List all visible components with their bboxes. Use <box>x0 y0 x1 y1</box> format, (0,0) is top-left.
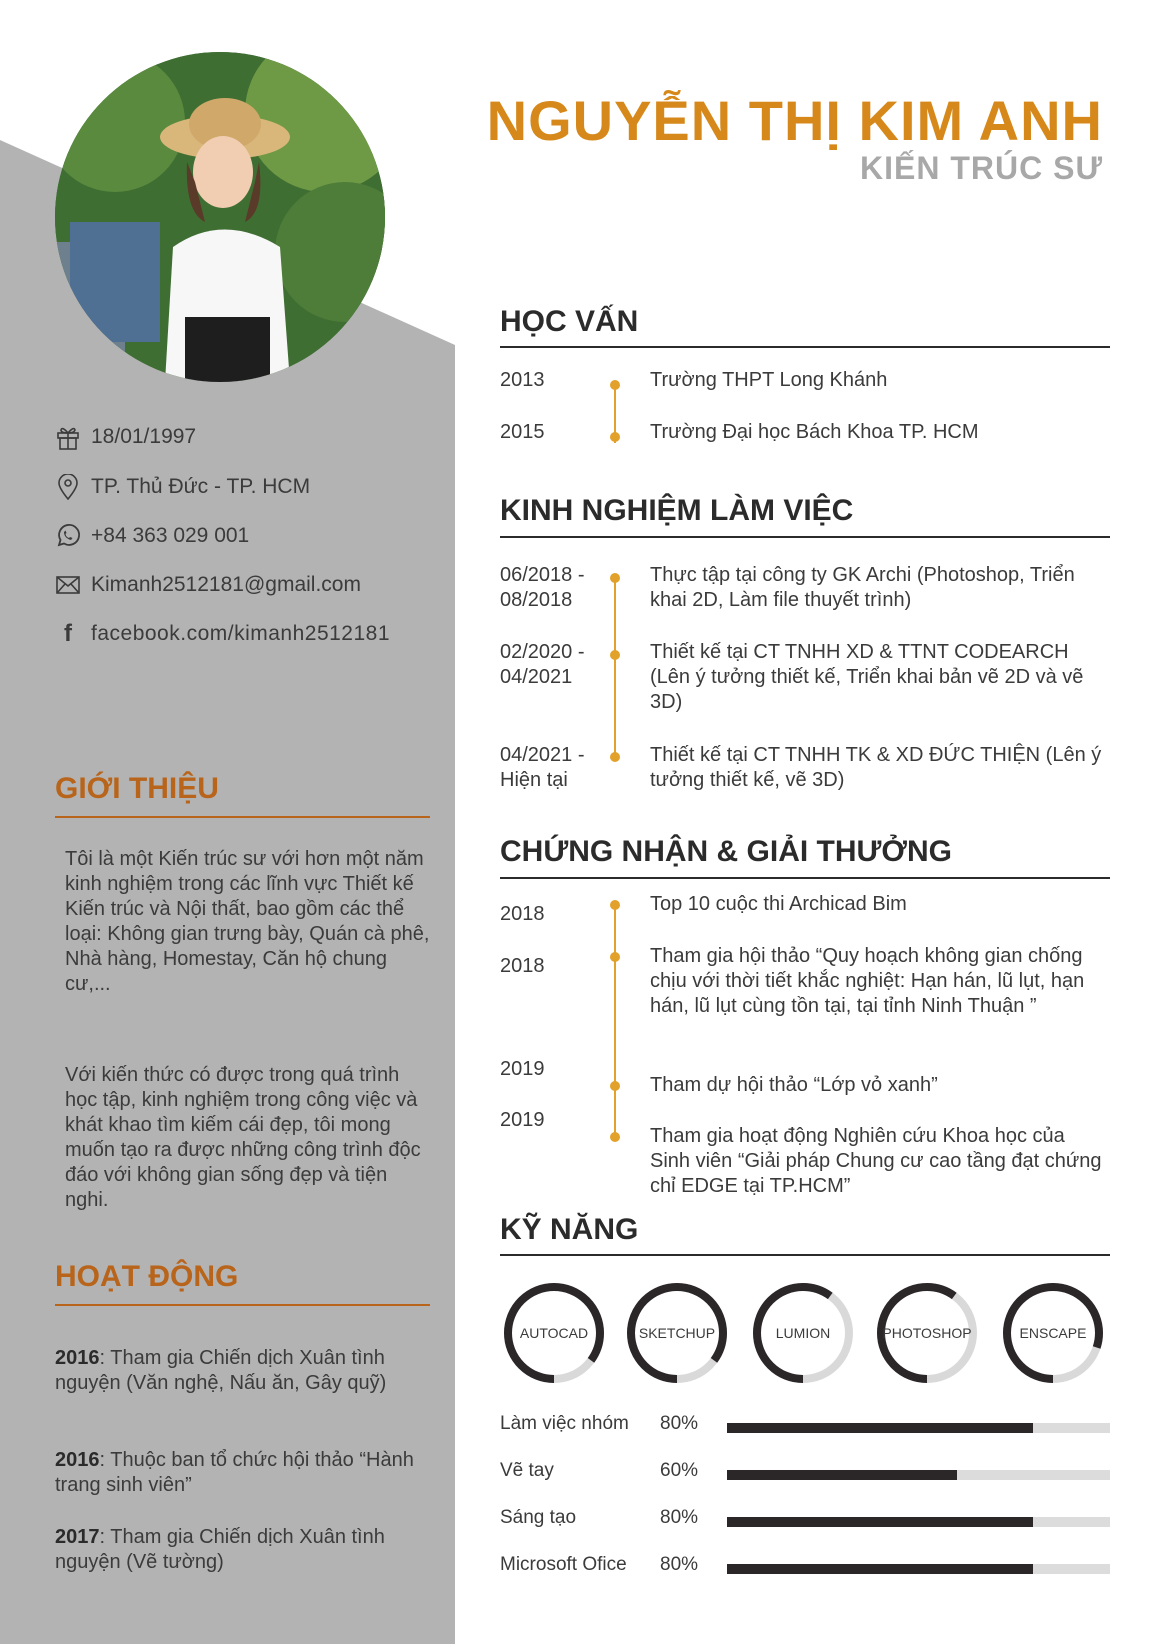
skill-ring-label: SKETCHUP <box>638 1325 716 1341</box>
experience-date: 02/2020 - 04/2021 <box>500 641 585 688</box>
timeline-dot <box>610 1132 620 1142</box>
soft-skill-label: Sáng tạo <box>500 1507 577 1528</box>
facebook-icon: f <box>64 620 72 647</box>
activity-year: 2016 <box>55 1347 100 1369</box>
timeline-dot <box>610 432 620 442</box>
soft-skill-bar-fill <box>727 1564 1033 1574</box>
experience-rule <box>500 536 1110 538</box>
education-school: Trường Đại học Bách Khoa TP. HCM <box>650 421 979 443</box>
award-date: 2019 <box>500 1058 545 1080</box>
soft-skill-percent: 60% <box>660 1460 699 1481</box>
skill-ring-label: ENSCAPE <box>1019 1325 1087 1341</box>
activity-year: 2016 <box>55 1449 100 1471</box>
facebook-text[interactable]: facebook.com/kimanh2512181 <box>91 622 391 645</box>
experience-description: Thiết kế tại CT TNHH TK & XD ĐỨC THIỆN (Lên ý tưởng thiết kế, vẽ 3D) <box>650 744 1102 791</box>
intro-rule <box>55 816 430 818</box>
timeline-dot <box>610 573 620 583</box>
skill-ring-label: PHOTOSHOP <box>882 1325 972 1341</box>
activity-text: : Tham gia Chiến dịch Xuân tình nguyện (Vẽ tường) <box>55 1526 385 1573</box>
candidate-name: NGUYỄN THỊ KIM ANH <box>486 89 1103 152</box>
skill-ring-lumion <box>750 1280 856 1386</box>
timeline-dot <box>610 380 620 390</box>
phone-text: +84 363 029 001 <box>91 524 250 547</box>
experience-heading: KINH NGHIỆM LÀM VIỆC <box>500 494 854 527</box>
contact-facebook <box>55 621 390 647</box>
gift-icon <box>55 424 81 450</box>
skill-ring-sketchup <box>624 1280 730 1386</box>
timeline-dot <box>610 650 620 660</box>
mail-icon <box>55 572 81 598</box>
skill-ring-enscape <box>1000 1280 1106 1386</box>
location-pin-icon <box>55 474 81 500</box>
award-date: 2018 <box>500 955 545 977</box>
whatsapp-icon <box>55 523 81 549</box>
award-description: Tham gia hoạt động Nghiên cứu Khoa học của Sinh viên “Giải pháp Chung cư cao tầng đạt chứng chỉ EDGE tại TP.HCM” <box>650 1125 1102 1197</box>
activities-rule <box>55 1304 430 1306</box>
soft-skill-bar-track <box>727 1470 1110 1480</box>
contact-phone <box>55 523 249 549</box>
contact-birthday <box>55 424 196 450</box>
skills-heading: KỸ NĂNG <box>500 1213 639 1246</box>
education-date: 2015 <box>500 421 545 443</box>
awards-timeline <box>614 905 616 1137</box>
skill-ring-label: LUMION <box>775 1325 831 1341</box>
timeline-dot <box>610 952 620 962</box>
activity-year: 2017 <box>55 1526 100 1548</box>
timeline-dot <box>610 900 620 910</box>
award-description: Tham gia hội thảo “Quy hoạch không gian chống chịu với thời tiết khắc nghiệt: Hạn hán, lũ lụt, hạn hán, lũ lụt cùng tồn tại, tại tỉnh Ninh Thuận ” <box>650 945 1085 1017</box>
awards-rule <box>500 877 1110 879</box>
awards-heading: CHỨNG NHẬN & GIẢI THƯỞNG <box>500 835 953 868</box>
experience-description: Thiết kế tại CT TNHH XD & TTNT CODEARCH (Lên ý tưởng thiết kế, Triển khai bản vẽ 2D và vẽ 3D) <box>650 641 1084 713</box>
activity-text: : Tham gia Chiến dịch Xuân tình nguyện (Văn nghệ, Nấu ăn, Gây quỹ) <box>55 1347 387 1394</box>
birthday-text: 18/01/1997 <box>91 425 197 448</box>
education-heading: HỌC VẤN <box>500 305 639 338</box>
soft-skill-percent: 80% <box>660 1413 699 1434</box>
skills-rule <box>500 1254 1110 1256</box>
soft-skill-bar-fill <box>727 1517 1033 1527</box>
award-date: 2018 <box>500 903 545 925</box>
soft-skill-bar-fill <box>727 1470 957 1480</box>
soft-skill-label: Microsoft Ofice <box>500 1554 627 1575</box>
soft-skill-percent: 80% <box>660 1554 699 1575</box>
intro-paragraph-2: Với kiến thức có được trong quá trình học tập, kinh nghiệm trong công việc và khát khao tìm kiếm cái đẹp, tôi mong muốn tạo ra được những công trình độc đáo với không gian sống đẹp và tiện nghi. <box>65 1064 421 1211</box>
contact-email <box>55 572 361 598</box>
soft-skill-label: Làm việc nhóm <box>500 1413 629 1434</box>
activity-item <box>55 1346 425 1396</box>
profile-photo <box>55 52 385 382</box>
soft-skill-bar-fill <box>727 1423 1033 1433</box>
activity-item <box>55 1448 425 1498</box>
activities-heading: HOẠT ĐỘNG <box>55 1260 239 1293</box>
candidate-role: KIẾN TRÚC SƯ <box>860 150 1103 186</box>
activity-item <box>55 1525 425 1575</box>
experience-timeline <box>614 578 616 761</box>
timeline-dot <box>610 1081 620 1091</box>
intro-paragraph-1: Tôi là một Kiến trúc sư với hơn một năm kinh nghiệm trong các lĩnh vực Thiết kế Kiến trúc và Nội thất, bao gồm các thể loại: Không gian trưng bày, Quán cà phê, Nhà hàng, Homestay, Căn hộ chung cư,... <box>65 848 430 995</box>
skill-ring-label: AUTOCAD <box>519 1325 589 1341</box>
location-text: TP. Thủ Đức - TP. HCM <box>91 475 311 498</box>
soft-skill-bar-track <box>727 1564 1110 1574</box>
soft-skill-label: Vẽ tay <box>500 1460 554 1481</box>
experience-date: 06/2018 - 08/2018 <box>500 564 585 611</box>
education-school: Trường THPT Long Khánh <box>650 369 888 391</box>
skill-ring-photoshop <box>874 1280 980 1386</box>
education-date: 2013 <box>500 369 545 391</box>
skill-ring-autocad <box>501 1280 607 1386</box>
experience-date: 04/2021 - Hiện tại <box>500 744 585 791</box>
timeline-dot <box>610 752 620 762</box>
contact-location <box>55 474 310 500</box>
activity-text: : Thuộc ban tổ chức hội thảo “Hành trang sinh viên” <box>55 1449 414 1496</box>
email-text[interactable]: Kimanh2512181@gmail.com <box>91 573 361 596</box>
award-description: Tham dự hội thảo “Lớp vỏ xanh” <box>650 1074 938 1096</box>
education-rule <box>500 346 1110 348</box>
experience-description: Thực tập tại công ty GK Archi (Photoshop, Triển khai 2D, Làm file thuyết trình) <box>650 564 1075 611</box>
soft-skill-percent: 80% <box>660 1507 699 1528</box>
award-description: Top 10 cuộc thi Archicad Bim <box>650 893 907 915</box>
intro-heading: GIỚI THIỆU <box>55 772 219 805</box>
soft-skill-bar-track <box>727 1423 1110 1433</box>
award-date: 2019 <box>500 1109 545 1131</box>
soft-skill-bar-track <box>727 1517 1110 1527</box>
